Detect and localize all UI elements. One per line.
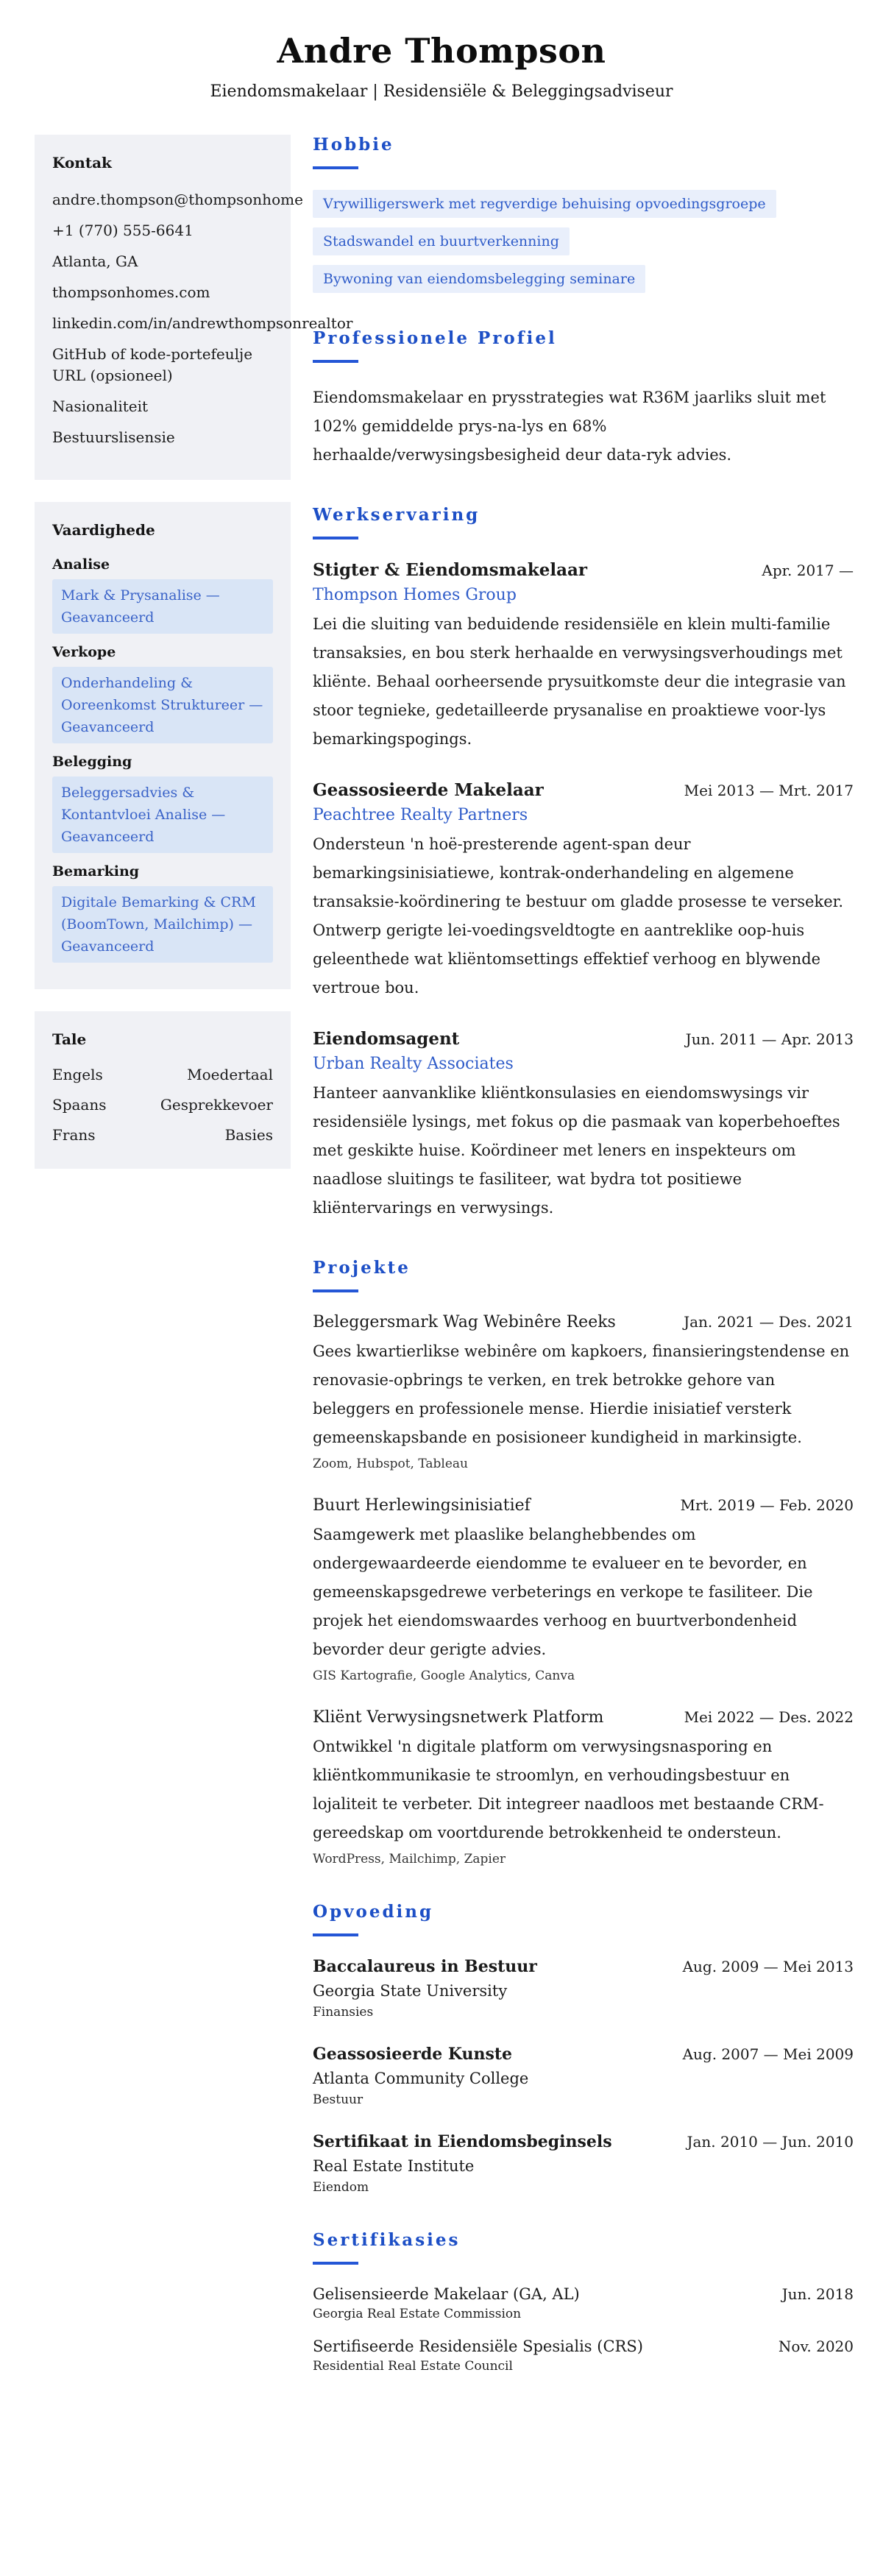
contact-item: Nasionaliteit [52,397,149,415]
job-title: Geassosieerde Makelaar [313,780,544,800]
skill-category-label: Belegging [52,754,132,770]
main-column [313,135,854,2409]
certification-name: Gelisensieerde Makelaar (GA, AL) [313,2285,580,2303]
company-link[interactable]: Thompson Homes Group [313,586,517,604]
education-entry [313,2132,854,2195]
job-dates: Jun. 2011 — Apr. 2013 [685,1030,854,1048]
contact-list [52,189,353,448]
hobby-line [313,227,854,255]
hobby-line [313,190,854,218]
candidate-subtitle: Eiendomsmakelaar | Residensiële & Beleggingsadviseur [210,82,673,101]
certification-date: Jun. 2018 [781,2285,854,2303]
skill-category-label: Bemarking [52,863,140,880]
project-dates: Jan. 2021 — Des. 2021 [684,1313,854,1331]
section-profile [313,328,854,470]
skill-category-label: Verkope [52,644,116,660]
section-title-rule [313,1289,358,1292]
project-dates: Mrt. 2019 — Feb. 2020 [680,1496,854,1514]
job-description: Hanteer aanvanklike kliëntkonsulasies en eiendomswysings vir residensiële lysings, met fokus op die pasmaak van koperbehoeftes met geskikte huise. Koördineer met leners en inspekteurs om naadlose sluitings te fasiliteer, wat bydra tot positiewe kliëntervarings en verwysings. [313,1084,840,1217]
skill-pill: Beleggersadvies & Kontantvloei Analise — Geavanceerd [52,776,273,853]
skill-group [52,644,273,743]
project-title: Buurt Herlewingsinisiatief [313,1496,531,1515]
job-title-row [313,1029,854,1049]
project-title: Kliënt Verwysingsnetwerk Platform [313,1708,604,1727]
candidate-name: Andre Thompson [277,31,606,71]
hobby-pill: Stadswandel en buurtverkenning [313,227,570,255]
language-level: Gesprekkevoer [160,1096,273,1114]
certification-title-row [313,2285,854,2303]
skill-category-label: Analise [52,556,110,573]
section-education [313,1902,854,2195]
skill-pill: Onderhandeling & Ooreenkomst Struktureer — Geavanceerd [52,667,273,743]
hobbies-section-title: Hobbie [313,135,394,155]
skill-group [52,556,273,634]
education-dates: Jan. 2010 — Jun. 2010 [687,2133,854,2151]
skills-title: Vaardighede [52,521,155,539]
certification-entry [313,2285,854,2321]
languages-box [35,1011,291,1169]
job-description: Ondersteun 'n hoë-presterende agent-span deur bemarkingsinisiatiewe, kontrak-onderhandeling en algemene transaksie-koördinering te bestuur om gladde prosesse te verseker. Ontwerp gerigte lei-voedingsveldtogte en aantreklike oop-huis geleenthede wat kliëntomsettings effektief verhoog en blywende vertroue bou. [313,835,844,997]
contact-item: GitHub of kode-portefeulje URL (opsioneel) [52,345,253,384]
project-description: Gees kwartierlikse webinêre om kapkoers, finansieringstendense en renovasie-opbrings te verken, en trek betrokke gehore van beleggers en professionele mense. Hierdie inisiatief versterk gemeenskapsbande en posisioneer kundigheid in markinsigte. [313,1342,850,1446]
education-title-row [313,2045,854,2064]
certification-date: Nov. 2020 [778,2338,854,2355]
projects-section-title: Projekte [313,1258,411,1278]
project-title-row [313,1708,854,1727]
contact-box [35,135,353,480]
certification-list [313,2285,854,2374]
education-title-row [313,1957,854,1976]
degree-name: Sertifikaat in Eiendomsbeginsels [313,2132,612,2151]
project-title-row [313,1496,854,1515]
contact-item: Bestuurslisensie [52,428,175,446]
hobby-list [313,190,854,293]
section-title-rule [313,537,358,539]
skills-list [52,556,273,963]
education-entry [313,1957,854,2020]
contact-item: +1 (770) 555-6641 [52,222,194,239]
language-row [52,1096,273,1114]
education-title-row [313,2132,854,2151]
contact-title: Kontak [52,154,112,171]
skill-group [52,863,273,963]
school-name: Georgia State University [313,1982,508,2000]
section-title-rule [313,2262,358,2265]
certifications-section-title: Sertifikasies [313,2230,461,2250]
section-certifications [313,2230,854,2374]
job-title-row [313,560,854,580]
project-description: Ontwikkel 'n digitale platform om verwysingsnasporing en kliëntkommunikasie te stroomlyn, en verhoudingsbestuur en lojaliteit te verbeter. Dit integreer naadloos met bestaande CRM-gereedskap om voortdurende betrokkenheid te ondersteun. [313,1738,824,1841]
education-dates: Aug. 2007 — Mei 2009 [682,2045,854,2063]
school-name: Real Estate Institute [313,2157,475,2175]
project-list [313,1313,854,1866]
hobby-line [313,265,854,293]
hobby-pill: Vrywilligerswerk met regverdige behuising opvoedingsgroepe [313,190,776,218]
job-entry [313,780,854,1002]
content-columns [35,135,854,2409]
language-row [52,1126,273,1144]
experience-section-title: Werkservaring [313,505,480,525]
contact-item: Atlanta, GA [52,252,138,270]
contact-item: linkedin.com/in/andrewthompsonrealtor [52,314,353,332]
profile-summary: Eiendomsmakelaar en prysstrategies wat R36M jaarliks sluit met 102% gemiddelde prys-na-lys en 68% herhaalde/verwysingsbesigheid deur data-ryk advies. [313,389,826,464]
company-link[interactable]: Urban Realty Associates [313,1055,514,1073]
language-name: Engels [52,1066,103,1083]
certification-title-row [313,2338,854,2355]
project-entry [313,1496,854,1683]
project-title-row [313,1313,854,1331]
section-hobbies [313,135,854,293]
job-list [313,560,854,1222]
field-of-study: Eiendom [313,2180,369,2195]
section-title-rule [313,1933,358,1936]
language-level: Basies [224,1126,273,1144]
skill-pill: Mark & Prysanalise — Geavanceerd [52,579,273,634]
certification-name: Sertifiseerde Residensiële Spesialis (CRS) [313,2338,643,2355]
sidebar [35,135,353,1191]
certification-issuer: Georgia Real Estate Commission [313,2307,522,2321]
contact-item: thompsonhomes.com [52,283,210,301]
language-level: Moedertaal [187,1066,273,1083]
languages-title: Tale [52,1030,87,1048]
skill-group [52,754,273,853]
section-title-rule [313,166,358,169]
job-title-row [313,780,854,800]
project-tools: WordPress, Mailchimp, Zapier [313,1852,506,1866]
certification-entry [313,2338,854,2374]
contact-item: andre.thompson@thompsonhome [52,191,303,208]
job-title: Eiendomsagent [313,1029,460,1049]
skill-pill: Digitale Bemarking & CRM (BoomTown, Mailchimp) — Geavanceerd [52,886,273,963]
project-entry [313,1313,854,1471]
company-link[interactable]: Peachtree Realty Partners [313,806,528,824]
section-projects [313,1258,854,1866]
degree-name: Geassosieerde Kunste [313,2045,513,2064]
language-name: Frans [52,1126,96,1144]
education-list [313,1957,854,2195]
job-dates: Mei 2013 — Mrt. 2017 [684,782,854,799]
languages-list [52,1066,273,1144]
job-description: Lei die sluiting van beduidende residensiële en klein multi-familie transaksies, en bou sterk herhaalde en verwysingsverhoudings met kliënte. Behaal oorheersende prysuitkomste deur die integrasie van stoor tegnieke, gedetailleerde prysanalise en proaktiewe voor-lys bemarkingspogings. [313,615,846,748]
school-name: Atlanta Community College [313,2070,529,2087]
degree-name: Baccalaureus in Bestuur [313,1957,537,1976]
job-entry [313,1029,854,1222]
project-entry [313,1708,854,1866]
job-entry [313,560,854,754]
education-entry [313,2045,854,2107]
education-section-title: Opvoeding [313,1902,434,1922]
language-row [52,1066,273,1083]
certification-issuer: Residential Real Estate Council [313,2359,513,2374]
resume-header [0,0,883,101]
project-title: Beleggersmark Wag Webinêre Reeks [313,1313,616,1331]
hobby-pill: Bywoning van eiendomsbelegging seminare [313,265,645,293]
project-description: Saamgewerk met plaaslike belanghebbendes om ondergewaardeerde eiendomme te evalueer en te bevorder, en gemeenskapsgedrewe verbeterings en verkope te fasiliteer. Die projek het eiendomswaardes verhoog en buurtverbondenheid bevorder deur gerigte advies. [313,1526,813,1658]
field-of-study: Bestuur [313,2092,364,2107]
project-dates: Mei 2022 — Des. 2022 [684,1708,854,1726]
field-of-study: Finansies [313,2005,374,2020]
education-dates: Aug. 2009 — Mei 2013 [682,1958,854,1975]
project-tools: GIS Kartografie, Google Analytics, Canva [313,1669,575,1683]
project-tools: Zoom, Hubspot, Tableau [313,1457,468,1471]
language-name: Spaans [52,1096,107,1114]
job-title: Stigter & Eiendomsmakelaar [313,560,588,580]
profile-section-title: Professionele Profiel [313,328,557,348]
job-dates: Apr. 2017 — [762,562,854,579]
section-experience [313,505,854,1222]
section-title-rule [313,360,358,363]
skills-box [35,502,291,989]
